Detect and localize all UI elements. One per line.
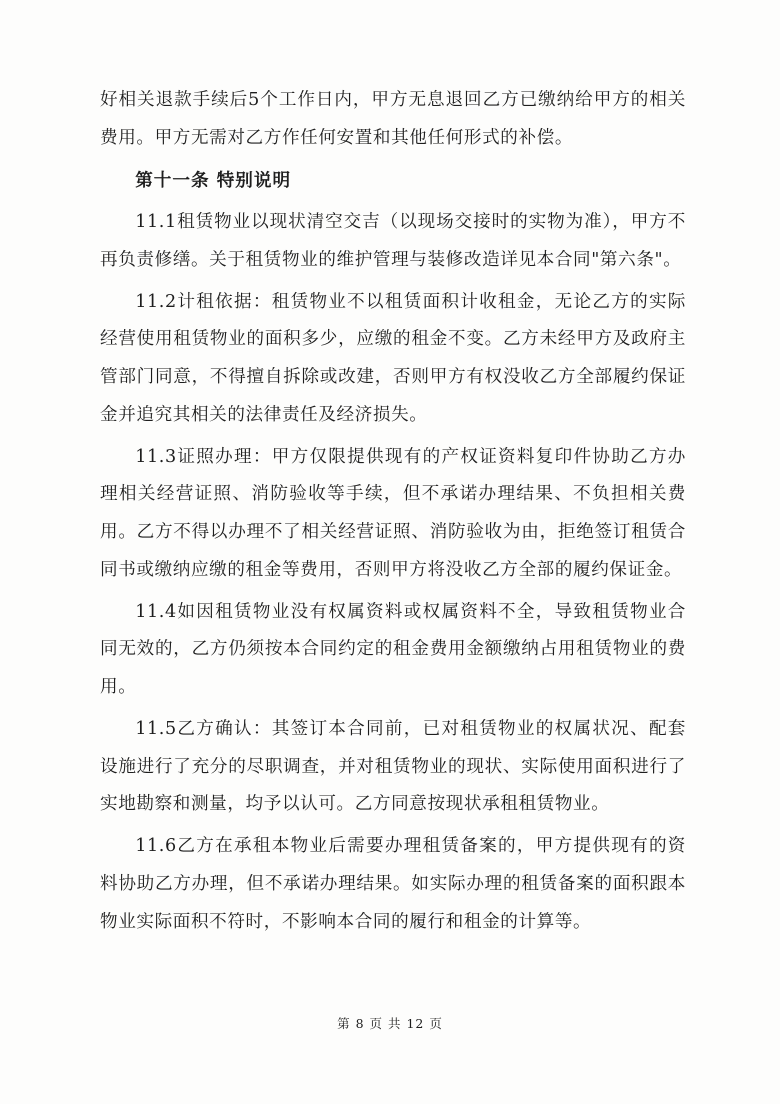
clause-11-2: 11.2计租依据：租赁物业不以租赁面积计收租金，无论乙方的实际经营使用租赁物业的面积多少，应缴的租金不变。乙方未经甲方及政府主管部门同意，不得擅自拆除或改建，否则甲方有权没收乙方全部履约保证金并追究其相关的法律责任及经济损失。 — [100, 291, 686, 425]
document-body — [100, 82, 686, 946]
clause-11-4: 11.4如因租赁物业没有权属资料或权属资料不全，导致租赁物业合同无效的，乙方仍须按本合同约定的租金费用金额缴纳占用租赁物业的费用。 — [100, 601, 686, 697]
clause-11-1: 11.1租赁物业以现状清空交吉（以现场交接时的实物为准），甲方不再负责修缮。关于租赁物业的维护管理与装修改造详见本合同"第六条"。 — [100, 211, 686, 270]
clause-11-5: 11.5乙方确认：其签订本合同前，已对租赁物业的权属状况、配套设施进行了充分的尽职调查，并对租赁物业的现状、实际使用面积进行了实地勘察和测量，均予以认可。乙方同意按现状承租租赁物业。 — [100, 719, 686, 815]
clause-11-3: 11.3证照办理：甲方仅限提供现有的产权证资料复印件协助乙方办理相关经营证照、消防验收等手续，但不承诺办理结果、不负担相关费用。乙方不得以办理不了相关经营证照、消防验收为由，拒绝签订租赁合同书或缴纳应缴的租金等费用，否则甲方将没收乙方全部的履约保证金。 — [100, 446, 686, 580]
page-number-footer: 第 8 页 共 12 页 — [337, 1016, 443, 1031]
continuation-paragraph: 好相关退款手续后5个工作日内，甲方无息退回乙方已缴纳给甲方的相关费用。甲方无需对乙方作任何安置和其他任何形式的补偿。 — [100, 90, 686, 148]
clause-11-6: 11.6乙方在承租本物业后需要办理租赁备案的，甲方提供现有的资料协助乙方办理，但不承诺办理结果。如实际办理的租赁备案的面积跟本物业实际面积不符时，不影响本合同的履行和租金的计算等。 — [100, 836, 686, 932]
section-heading: 第十一条 特别说明 — [135, 169, 292, 191]
